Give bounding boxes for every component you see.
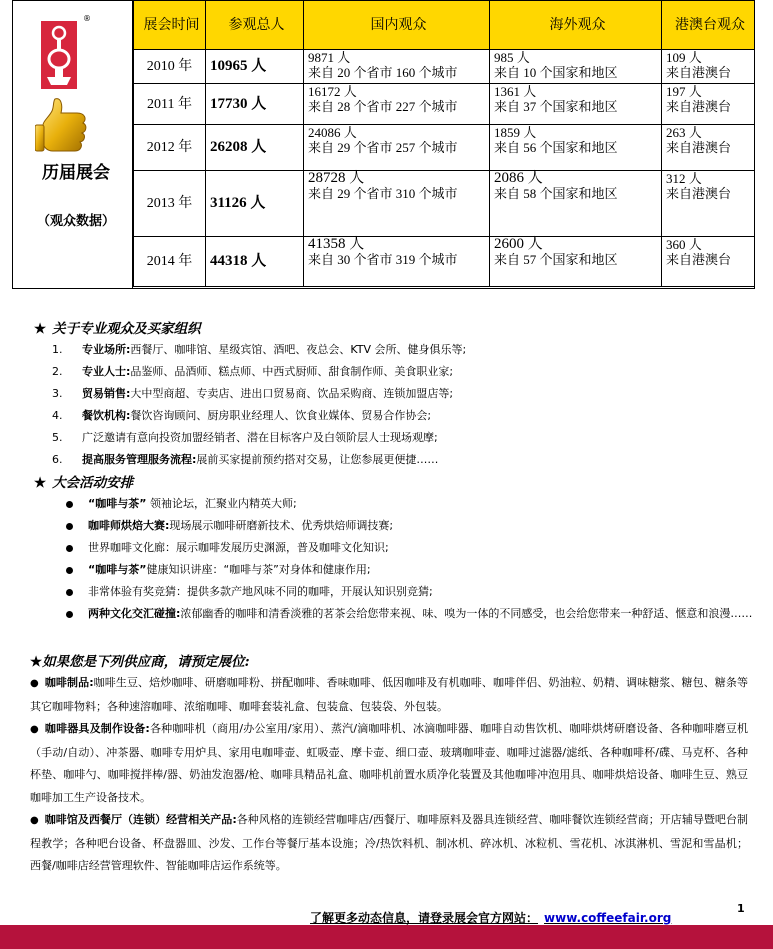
overseas-from: 来自 10 个国家和地区 [494, 65, 618, 80]
item-text: 健康知识讲座：“咖啡与茶”对身体和健康作用; [146, 563, 371, 576]
table-row [134, 171, 755, 237]
item-label: “咖啡与茶” [88, 497, 147, 510]
overseas-from: 来自 56 个国家和地区 [494, 140, 618, 155]
overseas-cell [490, 171, 662, 237]
section-title: 如果您是下列供应商，请预定展位: [42, 654, 250, 670]
year-cell: 2012 年 [134, 125, 206, 171]
list-item [52, 449, 752, 471]
overseas-from: 来自 58 个国家和地区 [494, 186, 618, 201]
paragraph-text: 各种咖啡机（商用/办公室用/家用）、蒸汽/滴咖啡机、冰滴咖啡器、咖啡自动售饮机、咖啡烘烤研磨设备、各种咖啡磨豆机（手动/自动）、冲茶器、咖啡专用炉具、家用电咖啡壶、虹吸壶、摩卡壶、细口壶、玻璃咖啡壶、咖啡过滤器/滤纸、各种咖啡杯/碟、马克杯、各种杯垫、咖啡勺、咖啡搅拌棒/器、奶油发泡器/枪、咖啡具精品礼盒、咖啡机前置水质净化装置及其他咖啡冲泡用具、咖啡烘焙设备、咖啡生豆、熟豆咖啡加工生产设备技术。 [30, 722, 748, 804]
list-item [52, 361, 752, 383]
item-text: 西餐厅、咖啡馆、星级宾馆、酒吧、夜总会、KTV 会所、健身俱乐等; [130, 343, 467, 356]
section-title: 大会活动安排 [52, 475, 134, 491]
registered-mark: ® [83, 14, 91, 23]
paragraph-label: 咖啡制品: [44, 676, 94, 689]
overseas-cell [490, 50, 662, 84]
list-item [66, 493, 756, 515]
total-cell: 44318 人 [206, 237, 304, 287]
bullet-icon: ● [30, 815, 39, 826]
item-label: 咖啡师烘焙大赛: [88, 519, 170, 532]
section-heading-activities [34, 471, 133, 491]
star-icon: ★ [34, 475, 47, 491]
paragraph-label: 咖啡馆及西餐厅（连锁）经营相关产品: [44, 813, 237, 826]
overseas-count: 2086 人 [494, 170, 543, 186]
supplier-paragraph [30, 809, 748, 878]
hmt-cell [662, 50, 755, 84]
hmt-from: 来自港澳台 [666, 65, 732, 80]
supplier-paragraph [30, 672, 748, 718]
header-overseas: 海外观众 [490, 1, 662, 50]
item-text: 餐饮咨询顾问、厨房职业经理人、饮食业媒体、贸易合作协会; [130, 409, 432, 422]
domestic-from: 来自 20 个省市 160 个城市 [308, 65, 458, 80]
hmt-cell [662, 237, 755, 287]
domestic-from: 来自 29 个省市 257 个城市 [308, 140, 458, 155]
domestic-cell [304, 50, 490, 84]
stats-panel [12, 0, 755, 289]
item-number: 3. [52, 387, 63, 400]
domestic-count: 16172 人 [308, 84, 357, 99]
fair-logo-icon [41, 21, 77, 89]
total-cell: 26208 人 [206, 125, 304, 171]
domestic-from: 来自 29 个省市 310 个城市 [308, 186, 458, 201]
item-label: 专业人士: [82, 365, 131, 378]
item-number: 4. [52, 409, 63, 422]
list-item [66, 559, 756, 581]
section-title: 关于专业观众及买家组织 [52, 321, 201, 337]
domestic-cell [304, 237, 490, 287]
item-text: 现场展示咖啡研磨新技术、优秀烘焙师调技赛; [169, 519, 394, 532]
item-label: “咖啡与茶” [88, 563, 147, 576]
table-row [134, 84, 755, 125]
item-text: 非常体验有奖竞猜：提供多款产地风味不同的咖啡，开展认知识别竞猜; [88, 585, 433, 598]
domestic-from: 来自 30 个省市 319 个城市 [308, 252, 458, 267]
year-cell: 2013 年 [134, 171, 206, 237]
overseas-cell [490, 84, 662, 125]
item-text: 世界咖啡文化廊：展示咖啡发展历史渊源，普及咖啡文化知识; [88, 541, 389, 554]
header-year: 展会时间 [134, 1, 206, 50]
overseas-count: 985 人 [494, 50, 530, 65]
domestic-cell [304, 84, 490, 125]
sidebar-subtitle: （观众数据） [36, 214, 115, 229]
supplier-paragraph [30, 718, 748, 809]
total-cell: 10965 人 [206, 50, 304, 84]
bullet-icon: ● [30, 678, 39, 689]
item-text: 广泛邀请有意向投资加盟经销者、潜在目标客户及白领阶层人士现场观摩; [82, 431, 438, 444]
list-item [52, 427, 752, 449]
hmt-count: 360 人 [666, 237, 702, 252]
activity-list [66, 493, 756, 625]
list-item [52, 383, 752, 405]
sidebar-title: 历届展会 [42, 163, 110, 183]
header-total: 参观总人 [206, 1, 304, 50]
hmt-from: 来自港澳台 [666, 252, 732, 267]
hmt-count: 263 人 [666, 125, 702, 140]
overseas-from: 来自 37 个国家和地区 [494, 99, 618, 114]
domestic-from: 来自 28 个省市 227 个城市 [308, 99, 458, 114]
website-link[interactable]: www.coffeefair.org [544, 911, 672, 925]
item-text: 领袖论坛，汇聚业内精英大师; [149, 497, 297, 510]
item-label: 提高服务管理服务流程: [82, 453, 197, 466]
overseas-from: 来自 57 个国家和地区 [494, 252, 618, 267]
item-label: 两种文化交汇碰撞: [88, 607, 181, 620]
item-label: 贸易销售: [82, 387, 131, 400]
item-label: 餐饮机构: [82, 409, 131, 422]
section-heading-buyers [34, 317, 201, 337]
overseas-count: 1361 人 [494, 84, 537, 99]
supplier-categories [30, 672, 748, 878]
table-header-row [134, 1, 755, 50]
hmt-cell [662, 171, 755, 237]
page-number: 1 [737, 902, 745, 915]
table-row [134, 125, 755, 171]
footer-notice [310, 909, 671, 926]
hmt-cell [662, 84, 755, 125]
section-heading-suppliers [30, 650, 250, 670]
list-item [66, 515, 756, 537]
hmt-from: 来自港澳台 [666, 140, 732, 155]
paragraph-label: 咖啡器具及制作设备: [44, 722, 150, 735]
list-item [66, 537, 756, 559]
overseas-count: 2600 人 [494, 236, 543, 252]
year-cell: 2014 年 [134, 237, 206, 287]
hmt-cell [662, 125, 755, 171]
year-cell: 2010 年 [134, 50, 206, 84]
table-row [134, 237, 755, 287]
footer-text: 了解更多动态信息，请登录展会官方网站： [310, 911, 539, 925]
item-number: 6. [52, 453, 63, 466]
logo-column [13, 1, 133, 288]
domestic-cell [304, 171, 490, 237]
hmt-from: 来自港澳台 [666, 186, 732, 201]
item-text: 大中型商超、专卖店、进出口贸易商、饮品采购商、连锁加盟店等; [130, 387, 454, 400]
domestic-cell [304, 125, 490, 171]
overseas-count: 1859 人 [494, 125, 537, 140]
list-item [66, 581, 756, 603]
table-row [134, 50, 755, 84]
header-domestic: 国内观众 [304, 1, 490, 50]
year-cell: 2011 年 [134, 84, 206, 125]
item-text: 浓郁幽香的咖啡和清香淡雅的茗茶会给您带来视、味、嗅为一体的不同感受，也会给您带来一种舒适、惬意和浪漫…… [180, 607, 753, 620]
star-icon: ★ [34, 321, 47, 337]
item-text: 展前买家提前预约搭对交易，让您参展更便捷…… [196, 453, 439, 466]
star-icon: ★ [30, 654, 43, 670]
item-label: 专业场所: [82, 343, 131, 356]
domestic-count: 41358 人 [308, 236, 365, 252]
item-number: 1. [52, 343, 63, 356]
header-hmt: 港澳台观众 [662, 1, 755, 50]
footer-bar [0, 925, 773, 949]
overseas-cell [490, 237, 662, 287]
item-number: 5. [52, 431, 63, 444]
hmt-count: 109 人 [666, 50, 702, 65]
domestic-count: 24086 人 [308, 125, 357, 140]
overseas-cell [490, 125, 662, 171]
domestic-count: 28728 人 [308, 170, 365, 186]
item-text: 品鉴师、品酒师、糕点师、中西式厨师、甜食制作师、美食职业家; [130, 365, 454, 378]
thumbs-up-icon [35, 95, 91, 155]
paragraph-text: 咖啡生豆、焙炒咖啡、研磨咖啡粉、拼配咖啡、香味咖啡、低因咖啡及有机咖啡、咖啡伴侣、奶油粒、奶精、调味糖浆、糖包、糖条等其它咖啡物料；各种速溶咖啡、浓缩咖啡、咖啡套装礼盒、包装盒、包装袋、外包装。 [30, 676, 748, 713]
paragraph-text: 各种风格的连锁经营咖啡店/西餐厅、咖啡原料及器具连锁经营、咖啡餐饮连锁经营商；开店辅导暨吧台制程教学；各种吧台设备、杯盘器皿、沙发、工作台等餐厅基本设施；冷/热饮料机、制冰机、碎冰机、冰粒机、雪花机、冰淇淋机、雪泥和雪晶机；西餐/咖啡店经营管理软件、智能咖啡店运作系统等。 [30, 813, 748, 872]
list-item [52, 339, 752, 361]
bullet-icon: ● [30, 724, 39, 735]
list-item [52, 405, 752, 427]
hmt-from: 来自港澳台 [666, 99, 732, 114]
hmt-count: 197 人 [666, 84, 702, 99]
total-cell: 31126 人 [206, 171, 304, 237]
item-number: 2. [52, 365, 63, 378]
visitor-stats-table [133, 1, 755, 287]
hmt-count: 312 人 [666, 171, 702, 186]
list-item [66, 603, 756, 625]
domestic-count: 9871 人 [308, 50, 351, 65]
total-cell: 17730 人 [206, 84, 304, 125]
buyer-list [52, 339, 752, 471]
